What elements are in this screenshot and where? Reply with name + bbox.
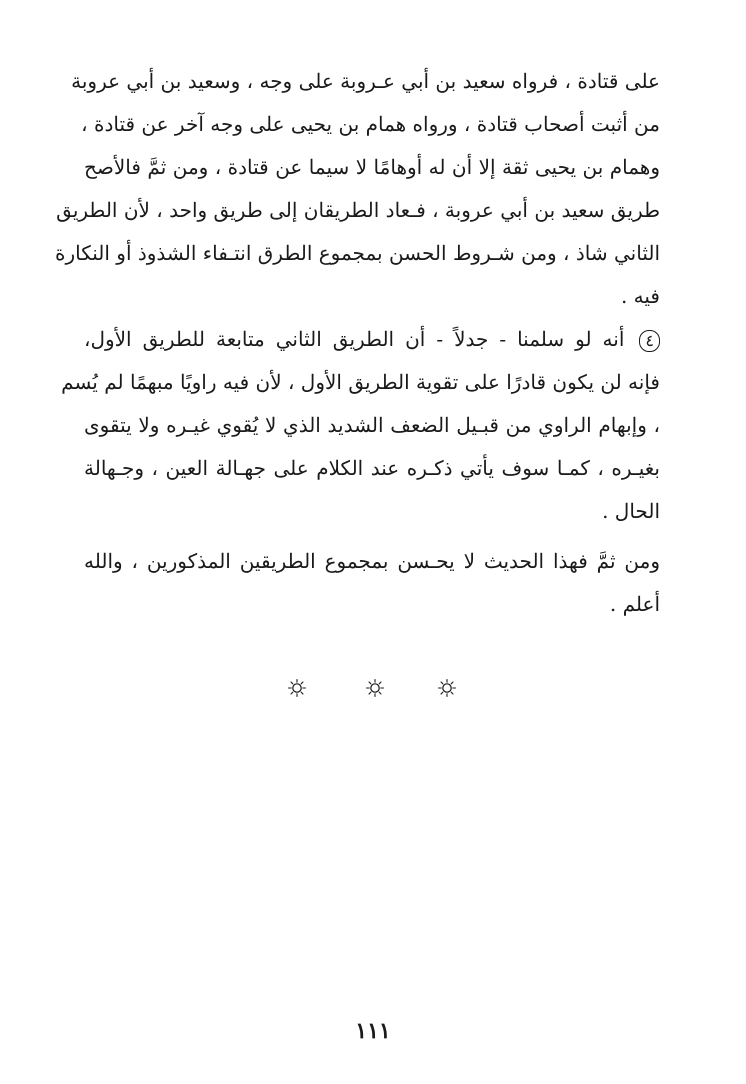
- page-number: ١١١: [355, 1018, 391, 1044]
- numbered-line: [84, 318, 660, 361]
- paragraph-2: [61, 318, 660, 533]
- text-line: الحال .: [602, 499, 660, 523]
- text-line: بغيـره ، كمـا سوف يأتي ذكـره عند الكلام على جهـالة العين ، وجـهالة: [84, 456, 660, 480]
- text-line: من أثبت أصحاب قتادة ، ورواه همام بن يحيى على وجه آخر عن قتادة ،: [81, 112, 660, 136]
- text-line: طريق سعيد بن أبي عروبة ، فـعاد الطريقان إلى طريق واحد ، لأن الطريق: [56, 198, 660, 222]
- paragraph-3: [84, 540, 660, 626]
- text-line: فيه .: [620, 284, 660, 308]
- sunburst-ornament-icon: [287, 678, 307, 698]
- item-number-badge: ٤: [639, 330, 660, 352]
- text-line: ومن ثمَّ فهذا الحديث لا يحـسن بمجموع الطريقين المذكورين ، والله: [84, 549, 660, 573]
- text-line: ، وإبهام الراوي من قبـيل الضعف الشديد الذي لا يُقوي غيـره ولا يتقوى: [84, 413, 660, 437]
- text-line: أنه لو سلمنا - جدلاً - أن الطريق الثاني متابعة للطريق الأول،: [84, 327, 625, 351]
- section-divider-ornaments: [0, 678, 746, 708]
- sunburst-ornament-icon: [437, 678, 457, 698]
- sunburst-ornament-icon: [365, 678, 385, 698]
- text-line: وهمام بن يحيى ثقة إلا أن له أوهامًا لا سيما عن قتادة ، ومن ثمَّ فالأصح: [84, 155, 660, 179]
- text-line: على قتادة ، فرواه سعيد بن أبي عـروبة على وجه ، وسعيد بن أبي عروبة: [71, 69, 660, 93]
- text-line: أعلم .: [609, 592, 660, 616]
- text-line: الثاني شاذ ، ومن شـروط الحسن بمجموع الطرق انتـفاء الشذوذ أو النكارة: [54, 241, 660, 265]
- text-line: فإنه لن يكون قادرًا على تقوية الطريق الأول ، لأن فيه راويًا مبهمًا لم يُسم: [61, 370, 660, 394]
- paragraph-1: [54, 60, 660, 318]
